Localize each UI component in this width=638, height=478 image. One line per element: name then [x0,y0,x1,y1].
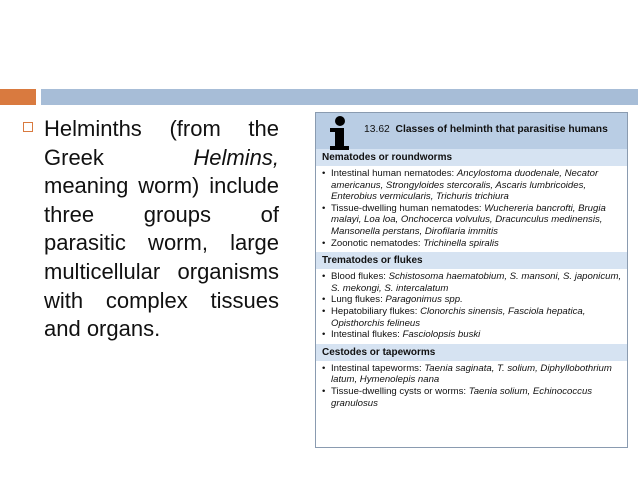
panel-number: 13.62 [364,124,390,135]
item-detail: Taenia solium, Echinococcus granulosus [331,385,593,409]
bullet-square-icon [23,122,33,132]
title-bar-accent [0,89,36,105]
body-text-italic: Helmins, [193,144,279,170]
item-label: Intestinal tapeworms: [331,362,425,374]
panel-title [364,124,608,135]
item-label: Blood flukes: [331,271,389,283]
item-label: Zoonotic nematodes: [331,237,424,249]
helminth-classes-panel [315,112,628,448]
list-item [322,386,623,409]
item-detail: Wuchereria bancrofti, Brugia malayi, Loa loa, Onchocerca volvulus, Dracunculus medinensis, Mansonella perstans, Dirofilaria immitis [331,202,606,237]
panel-title-text: Classes of helminth that parasitise humans [395,124,608,135]
list-item [322,271,623,294]
item-label: Intestinal flukes: [331,329,403,341]
list-item [322,329,623,341]
item-detail: Fasciolopsis buski [402,329,481,341]
item-detail: Ancylostoma duodenale, Necator americanus, Strongyloides stercoralis, Ascaris lumbricoides, Enterobius vermicularis, Trichuris trichiura [331,168,599,203]
item-detail: Taenia saginata, T. solium, Diphyllobothrium latum, Hymenolepis nana [331,362,612,386]
body-text-part-2: meaning worm) include three groups of parasitic worm, large multicellular organisms with complex tissues and organs. [44,173,279,342]
list-item [322,168,623,203]
item-label: Hepatobiliary flukes: [331,305,421,317]
item-label: Tissue-dwelling human nematodes: [331,202,485,214]
title-bar [41,89,638,105]
section-heading-nematodes: Nematodes or roundworms [316,149,627,166]
list-item [322,203,623,238]
body-text-part-1: Helminths (from the Greek [44,116,279,170]
section-heading-trematodes: Trematodes or flukes [316,252,627,269]
section-heading-cestodes: Cestodes or tapeworms [316,344,627,361]
list-item [322,238,623,250]
list-item [322,306,623,329]
item-label: Intestinal human nematodes: [331,168,457,179]
section-list-cestodes [316,361,627,412]
slide-body-text [44,115,279,344]
item-detail: Clonorchis sinensis, Fasciola hepatica, Opisthorchis felineus [331,305,586,329]
item-detail: Schistosoma haematobium, S. mansoni, S. japonicum, S. mekongi, S. intercalatum [331,271,622,294]
section-list-nematodes [316,166,627,252]
item-detail: Trichinella spiralis [423,237,499,249]
item-label: Tissue-dwelling cysts or worms: [331,385,469,397]
list-item [322,363,623,386]
info-icon [324,115,354,151]
section-list-trematodes [316,269,627,344]
item-detail: Paragonimus spp. [385,294,463,306]
item-label: Lung flukes: [331,294,386,306]
list-item [322,294,623,306]
panel-header [316,113,627,149]
